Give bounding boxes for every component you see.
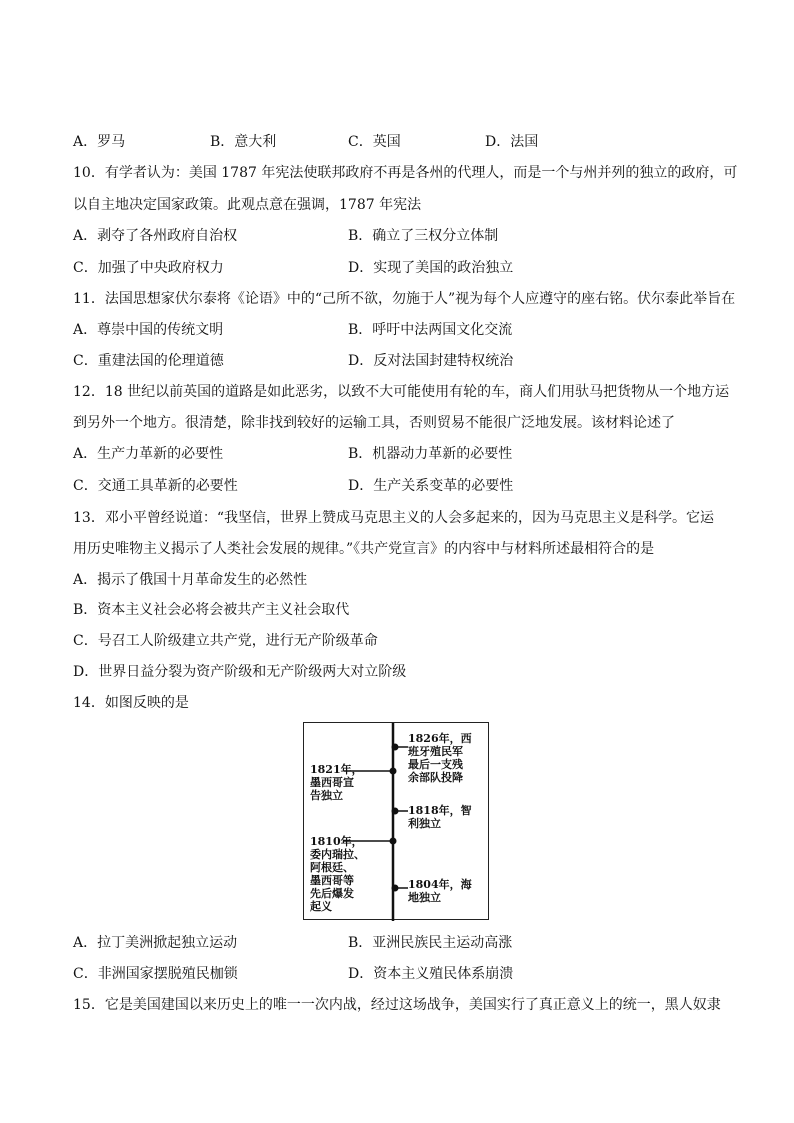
- dot-1826: [392, 744, 399, 751]
- q11-stem-line1: 11．法国思想家伏尔泰将《论语》中的“己所不欲，勿施于人”视为每个人应遵守的座右铭。伏尔泰此举旨在: [73, 291, 736, 307]
- q10-option-b: B．确立了三权分立体制: [348, 228, 499, 244]
- q14-option-d: D．资本主义殖民体系崩溃: [348, 966, 514, 982]
- q9-option-d: D．法国: [485, 134, 539, 150]
- timeline-label-1810: 1810年， 委内瑞拉、 阿根廷、 墨西哥等 先后爆发 起义: [310, 835, 365, 913]
- dot-1804: [392, 885, 399, 892]
- q12-option-d: D．生产关系变革的必要性: [348, 478, 514, 494]
- q13-option-a: A．揭示了俄国十月革命发生的必然性: [73, 572, 308, 588]
- q12-option-b: B．机器动力革新的必要性: [348, 446, 513, 462]
- q10-option-a: A．剥夺了各州政府自治权: [73, 228, 238, 244]
- q11-option-a: A．尊崇中国的传统文明: [73, 322, 224, 338]
- q12-stem-line1: 12．18 世纪以前英国的道路是如此恶劣，以致不大可能使用有轮的车，商人们用驮马把货物从一个地方运: [73, 384, 730, 400]
- q13-stem-line2: 用历史唯物主义揭示了人类社会发展的规律。”《共产党宣言》的内容中与材料所述最相符合的是: [73, 541, 655, 557]
- q12-option-c: C．交通工具革新的必要性: [73, 478, 238, 494]
- q15-stem-line1: 15．它是美国建国以来历史上的唯一一次内战，经过这场战争，美国实行了真正意义上的统一，黑人奴隶: [73, 997, 721, 1013]
- q9-option-c: C．英国: [348, 134, 401, 150]
- q10-stem-line1: 10．有学者认为：美国 1787 年宪法使联邦政府不再是各州的代理人，而是一个与州并列的独立的政府，可: [73, 165, 738, 181]
- q13-option-c: C．号召工人阶级建立共产党，进行无产阶级革命: [73, 633, 378, 649]
- q13-stem-line1: 13．邓小平曾经说道：“我坚信，世界上赞成马克思主义的人会多起来的，因为马克思主义是科学。它运: [73, 510, 714, 526]
- q11-option-b: B．呼吁中法两国文化交流: [348, 322, 513, 338]
- dot-1821: [390, 768, 397, 775]
- q13-option-b: B．资本主义社会必将会被共产主义社会取代: [73, 602, 350, 618]
- timeline-label-1818: 1818年，智 利独立: [408, 804, 472, 830]
- q9-option-b: B．意大利: [210, 134, 277, 150]
- q11-option-c: C．重建法国的伦理道德: [73, 353, 224, 369]
- q12-option-a: A．生产力革新的必要性: [73, 446, 224, 462]
- q14-option-a: A．拉丁美洲掀起独立运动: [73, 935, 238, 951]
- dot-1810: [390, 838, 397, 845]
- timeline-figure: [303, 722, 489, 920]
- timeline-label-1804: 1804年，海 地独立: [408, 878, 472, 904]
- timeline-label-1821: 1821年， 墨西哥宣 告独立: [310, 763, 363, 802]
- timeline-label-1826: 1826年，西 班牙殖民军 最后一支残 余部队投降: [408, 732, 472, 784]
- q13-option-d: D．世界日益分裂为资产阶级和无产阶级两大对立阶级: [73, 664, 407, 680]
- q14-option-c: C．非洲国家摆脱殖民枷锁: [73, 966, 238, 982]
- q14-option-b: B．亚洲民族民主运动高涨: [348, 935, 513, 951]
- q10-stem-line2: 以自主地决定国家政策。此观点意在强调，1787 年宪法: [73, 197, 422, 213]
- q9-option-a: A．罗马: [73, 134, 126, 150]
- q11-option-d: D．反对法国封建特权统治: [348, 353, 514, 369]
- q10-option-c: C．加强了中央政府权力: [73, 260, 224, 276]
- q10-option-d: D．实现了美国的政治独立: [348, 260, 514, 276]
- q14-stem-line1: 14．如图反映的是: [73, 695, 189, 711]
- q12-stem-line2: 到另外一个地方。很清楚，除非找到较好的运输工具，否则贸易不能很广泛地发展。该材料论述了: [73, 415, 675, 431]
- dot-1818: [392, 808, 399, 815]
